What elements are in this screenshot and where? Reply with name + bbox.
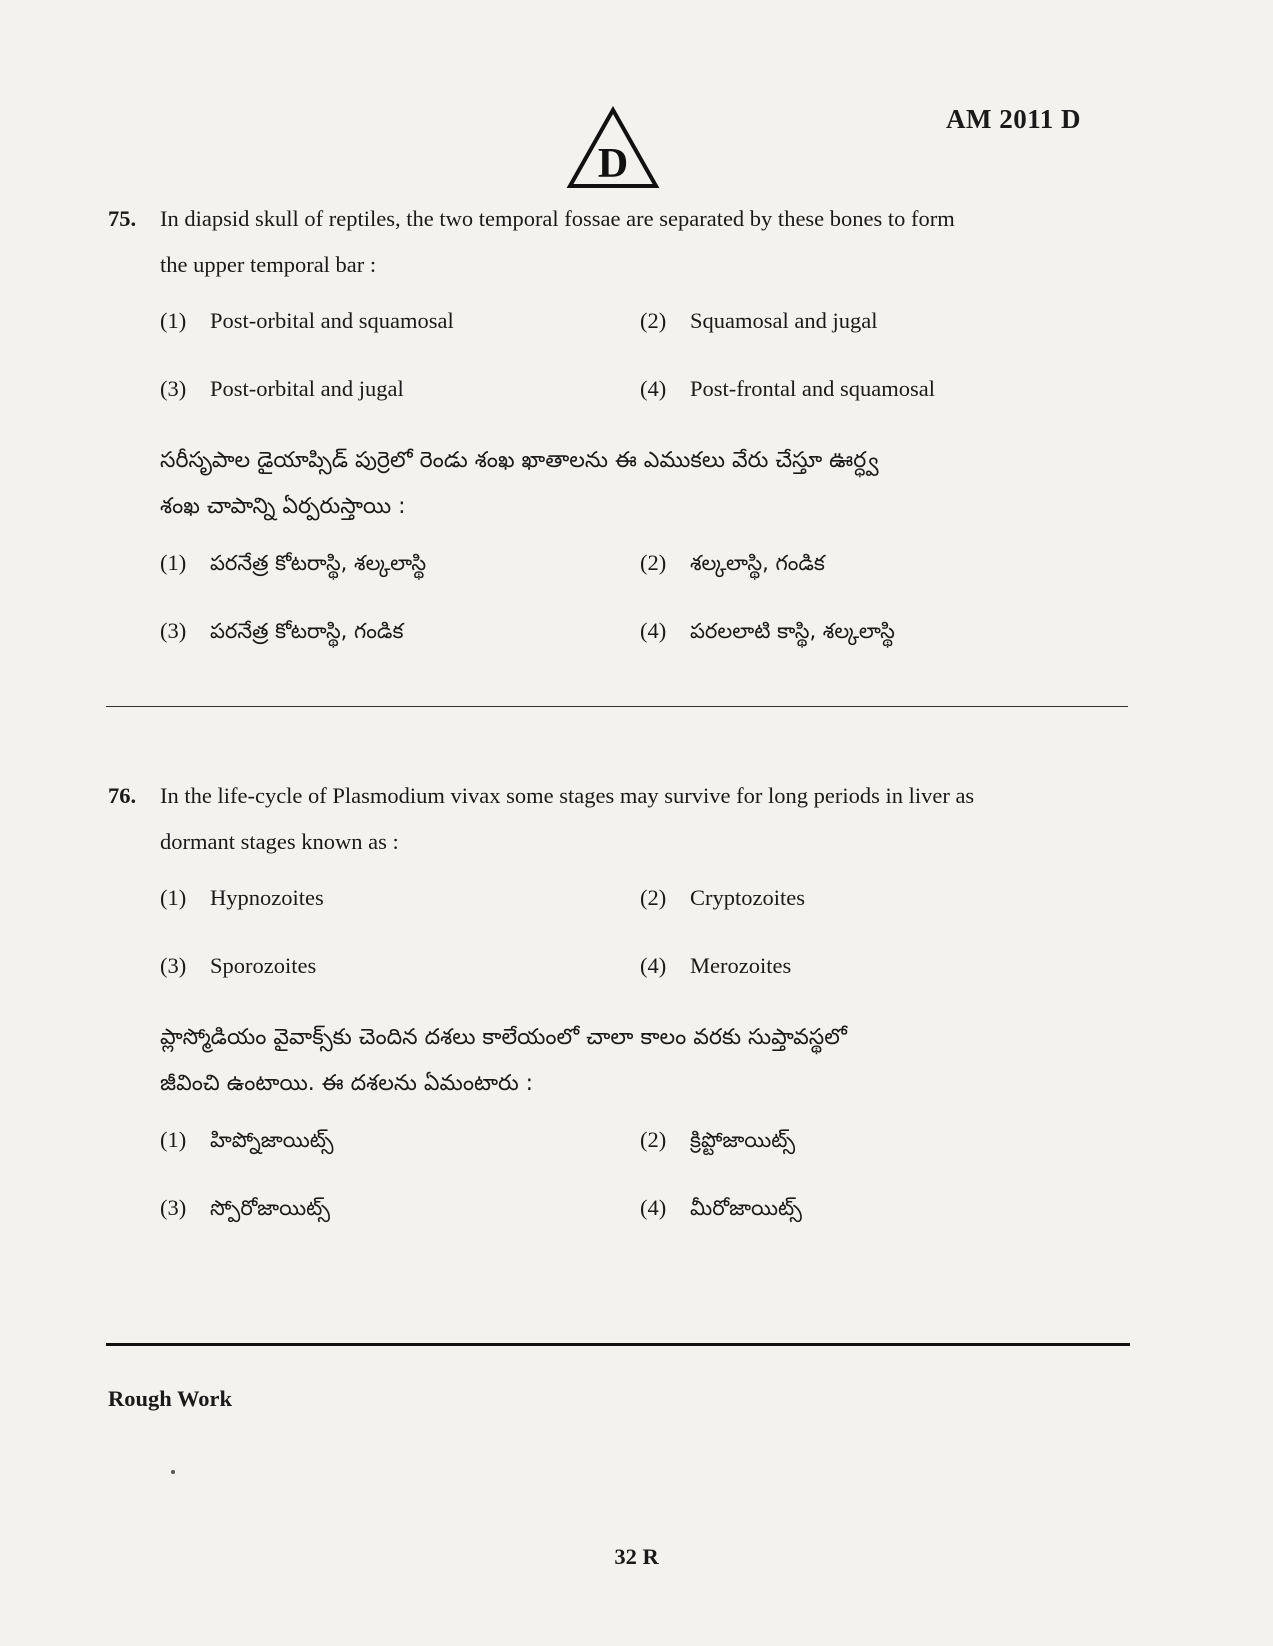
option-1: (1) Hypnozoites bbox=[160, 885, 324, 910]
question-text-te-line2: జీవించి ఉంటాయి. ఈ దశలను ఏమంటారు : bbox=[160, 1071, 534, 1096]
option-3: (3) Post-orbital and jugal bbox=[160, 376, 404, 401]
option-te-1: (1) హిప్నోజాయిట్స్ bbox=[160, 1127, 334, 1152]
question-number: 75. bbox=[108, 206, 137, 231]
question-number: 76. bbox=[108, 783, 137, 808]
rough-work-divider bbox=[106, 1343, 1130, 1346]
question-text-te-line1: సరీసృపాల డైయాప్సిడ్ పుర్రెలో రెండు శంఖ ఖాతాలను ఈ ఎముకలు వేరు చేస్తూ ఊర్ధ్వ bbox=[160, 448, 879, 473]
options-en-row2 bbox=[160, 376, 1130, 444]
booklet-series-letter: D bbox=[597, 141, 629, 187]
options-te-row2 bbox=[160, 1195, 1130, 1263]
question-text-te-line2: శంఖ చాపాన్ని ఏర్పరుస్తాయి : bbox=[160, 494, 406, 519]
question-76 bbox=[108, 773, 1130, 1263]
options-te-row1 bbox=[160, 550, 1130, 618]
option-te-4: (4) మీరోజాయిట్స్ bbox=[640, 1195, 802, 1220]
question-text-en-line1: In the life-cycle of Plasmodium vivax some stages may survive for long periods in liver as bbox=[160, 783, 975, 808]
question-text-te-line1: ప్లాస్మోడియం వైవాక్స్‌కు చెందిన దశలు కాలేయంలో చాలా కాలం వరకు సుప్తావస్థలో bbox=[160, 1025, 847, 1050]
page-number: 32 R bbox=[614, 1544, 659, 1569]
question-text-en-line1: In diapsid skull of reptiles, the two temporal fossae are separated by these bones to form bbox=[160, 206, 955, 231]
options-te-row1 bbox=[160, 1127, 1130, 1195]
booklet-series-triangle-icon bbox=[566, 106, 660, 192]
option-te-4: (4) పరలలాటి కాస్థి, శల్కలాస్థి bbox=[640, 618, 895, 643]
option-te-1: (1) పరనేత్ర కోటరాస్థి, శల్కలాస్థి bbox=[160, 550, 427, 575]
option-te-2: (2) క్రిప్టోజాయిట్స్ bbox=[640, 1127, 796, 1152]
options-en-row1 bbox=[160, 885, 1130, 953]
exam-code: AM 2011 D bbox=[946, 104, 1081, 134]
options-en-row2 bbox=[160, 953, 1130, 1021]
option-2: (2) Cryptozoites bbox=[640, 885, 805, 910]
option-3: (3) Sporozoites bbox=[160, 953, 317, 978]
options-te-row2 bbox=[160, 618, 1130, 686]
question-75 bbox=[108, 196, 1130, 686]
question-text-en-line2: the upper temporal bar : bbox=[160, 252, 377, 277]
question-text-en-line2: dormant stages known as : bbox=[160, 829, 399, 854]
rough-work-label: Rough Work bbox=[108, 1386, 233, 1411]
option-4: (4) Post-frontal and squamosal bbox=[640, 376, 935, 401]
options-en-row1 bbox=[160, 308, 1130, 376]
option-te-2: (2) శల్కలాస్థి, గండిక bbox=[640, 550, 825, 575]
option-te-3: (3) పరనేత్ర కోటరాస్థి, గండిక bbox=[160, 618, 404, 643]
option-1: (1) Post-orbital and squamosal bbox=[160, 308, 454, 333]
option-2: (2) Squamosal and jugal bbox=[640, 308, 878, 333]
option-4: (4) Merozoites bbox=[640, 953, 792, 978]
option-te-3: (3) స్పోరోజాయిట్స్ bbox=[160, 1195, 330, 1220]
stray-mark bbox=[171, 1470, 175, 1474]
question-divider bbox=[106, 706, 1128, 707]
